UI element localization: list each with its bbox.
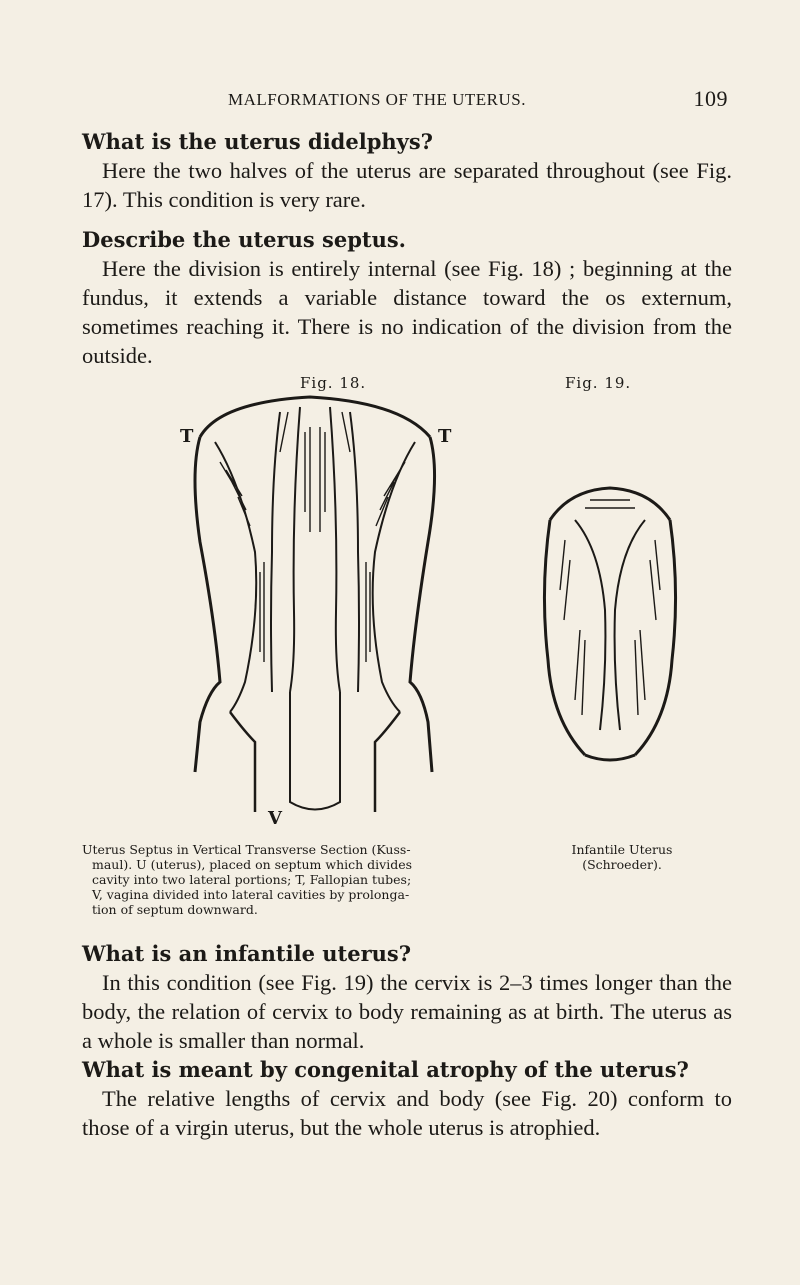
fig19-label: Fig. 19. xyxy=(565,374,632,392)
fig18-letter-t-right: T xyxy=(438,426,452,447)
fig18-letter-t-left: T xyxy=(180,426,194,447)
running-title: MALFORMATIONS OF THE UTERUS. xyxy=(228,90,526,109)
caption-line: V, vagina divided into lateral cavities by prolonga- xyxy=(92,887,410,902)
fig18-caption xyxy=(82,842,492,917)
section-atrophy xyxy=(82,1056,732,1142)
question-heading: Describe the uterus septus. xyxy=(82,227,406,252)
fig19-caption xyxy=(542,842,702,872)
caption-line: Infantile Uterus xyxy=(571,842,673,857)
answer-paragraph: Here the two halves of the uterus are separated throughout (see Fig. 17). This condition is very rare. xyxy=(82,158,732,212)
caption-line: Uterus Septus in Vertical Transverse Section (Kuss- xyxy=(82,842,411,857)
caption-line: tion of septum downward. xyxy=(92,902,258,917)
answer-paragraph: In this condition (see Fig. 19) the cervix is 2–3 times longer than the body, the relation of cervix to body remaining as at birth. The uterus as a whole is smaller than normal. xyxy=(82,970,732,1053)
section-septus xyxy=(82,226,732,370)
page-number: 109 xyxy=(693,86,728,111)
caption-line: cavity into two lateral portions; T, Fallopian tubes; xyxy=(92,872,412,887)
answer-paragraph: The relative lengths of cervix and body (see Fig. 20) conform to those of a virgin uterus, but the whole uterus is atrophied. xyxy=(82,1086,732,1140)
answer-paragraph: Here the division is entirely internal (see Fig. 18) ; beginning at the fundus, it extends a variable distance toward the os externum, sometimes reaching it. There is no indication of the division from the outside. xyxy=(82,256,732,368)
fig18-label: Fig. 18. xyxy=(300,374,367,392)
fig18-letter-v: V xyxy=(268,808,282,829)
caption-line: maul). U (uterus), placed on septum which divides xyxy=(92,857,413,872)
question-heading: What is the uterus didelphys? xyxy=(82,129,433,154)
question-heading: What is meant by congenital atrophy of the uterus? xyxy=(82,1057,689,1082)
question-heading: What is an infantile uterus? xyxy=(82,941,412,966)
fig19-illustration xyxy=(530,480,690,770)
fig18-illustration xyxy=(160,392,470,822)
section-infantile xyxy=(82,940,732,1055)
section-didelphys xyxy=(82,128,732,214)
caption-line: (Schroeder). xyxy=(582,857,662,872)
